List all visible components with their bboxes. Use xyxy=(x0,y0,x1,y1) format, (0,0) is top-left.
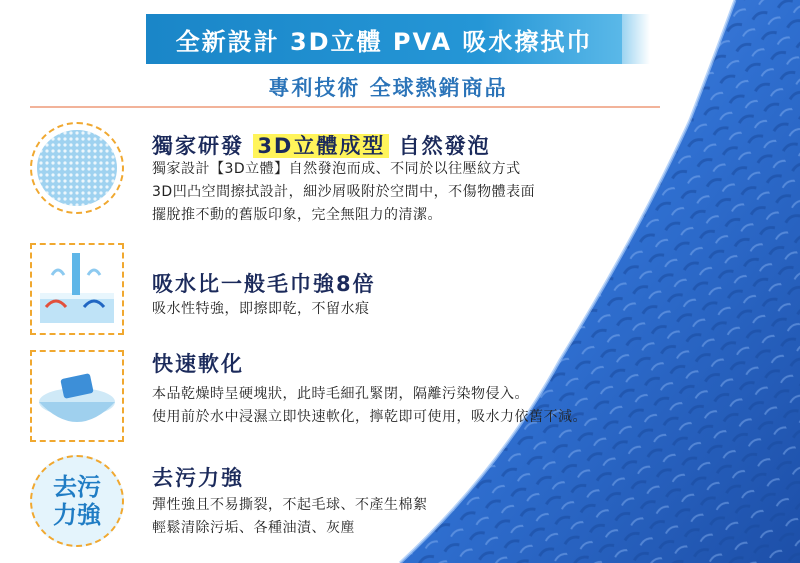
body-line: 擺脫推不動的舊版印象，完全無阻力的清潔。 xyxy=(152,207,442,223)
water-basin-icon xyxy=(30,350,124,442)
title-bar xyxy=(146,14,622,64)
heading-highlight: 3D立體成型 xyxy=(253,134,389,158)
subtitle-divider xyxy=(30,106,660,108)
feature-heading-soften: 快速軟化 xyxy=(152,352,244,376)
heading-prefix: 獨家研發 xyxy=(152,134,244,158)
body-line: 使用前於水中浸濕立即快速軟化，擰乾即可使用，吸水力依舊不減。 xyxy=(152,409,587,425)
foam-texture-icon xyxy=(30,122,124,214)
feature-heading-clean: 去污力強 xyxy=(152,466,244,490)
page-subtitle: 專利技術 全球熱銷商品 xyxy=(268,76,508,100)
feature-body-soften xyxy=(152,383,587,429)
icon-label: 去污 xyxy=(53,473,101,501)
body-line: 吸水性特強，即擦即乾，不留水痕 xyxy=(152,301,370,317)
body-line: 本品乾燥時呈硬塊狀，此時毛細孔緊閉，隔離污染物侵入。 xyxy=(152,386,529,402)
icon-label: 力強 xyxy=(53,501,101,529)
page-title: 全新設計 3D立體 PVA 吸水擦拭巾 xyxy=(175,27,593,56)
feature-body-3d xyxy=(152,158,535,227)
stain-removal-icon xyxy=(30,455,124,547)
heading-suffix: 自然發泡 xyxy=(398,134,491,158)
body-line: 彈性強且不易撕裂，不起毛球、不產生棉絮 xyxy=(152,497,428,513)
feature-body-clean xyxy=(152,494,428,540)
water-absorb-icon xyxy=(30,243,124,335)
feature-body-absorb xyxy=(152,298,370,321)
body-line: 3D凹凸空間擦拭設計，細沙屑吸附於空間中，不傷物體表面 xyxy=(152,184,536,200)
body-line: 輕鬆清除污垢、各種油漬、灰塵 xyxy=(152,520,355,536)
feature-heading-absorb: 吸水比一般毛巾強8倍 xyxy=(152,272,376,296)
feature-heading-3d xyxy=(152,130,491,160)
body-line: 獨家設計【3D立體】自然發泡而成、不同於以往壓紋方式 xyxy=(152,161,521,177)
